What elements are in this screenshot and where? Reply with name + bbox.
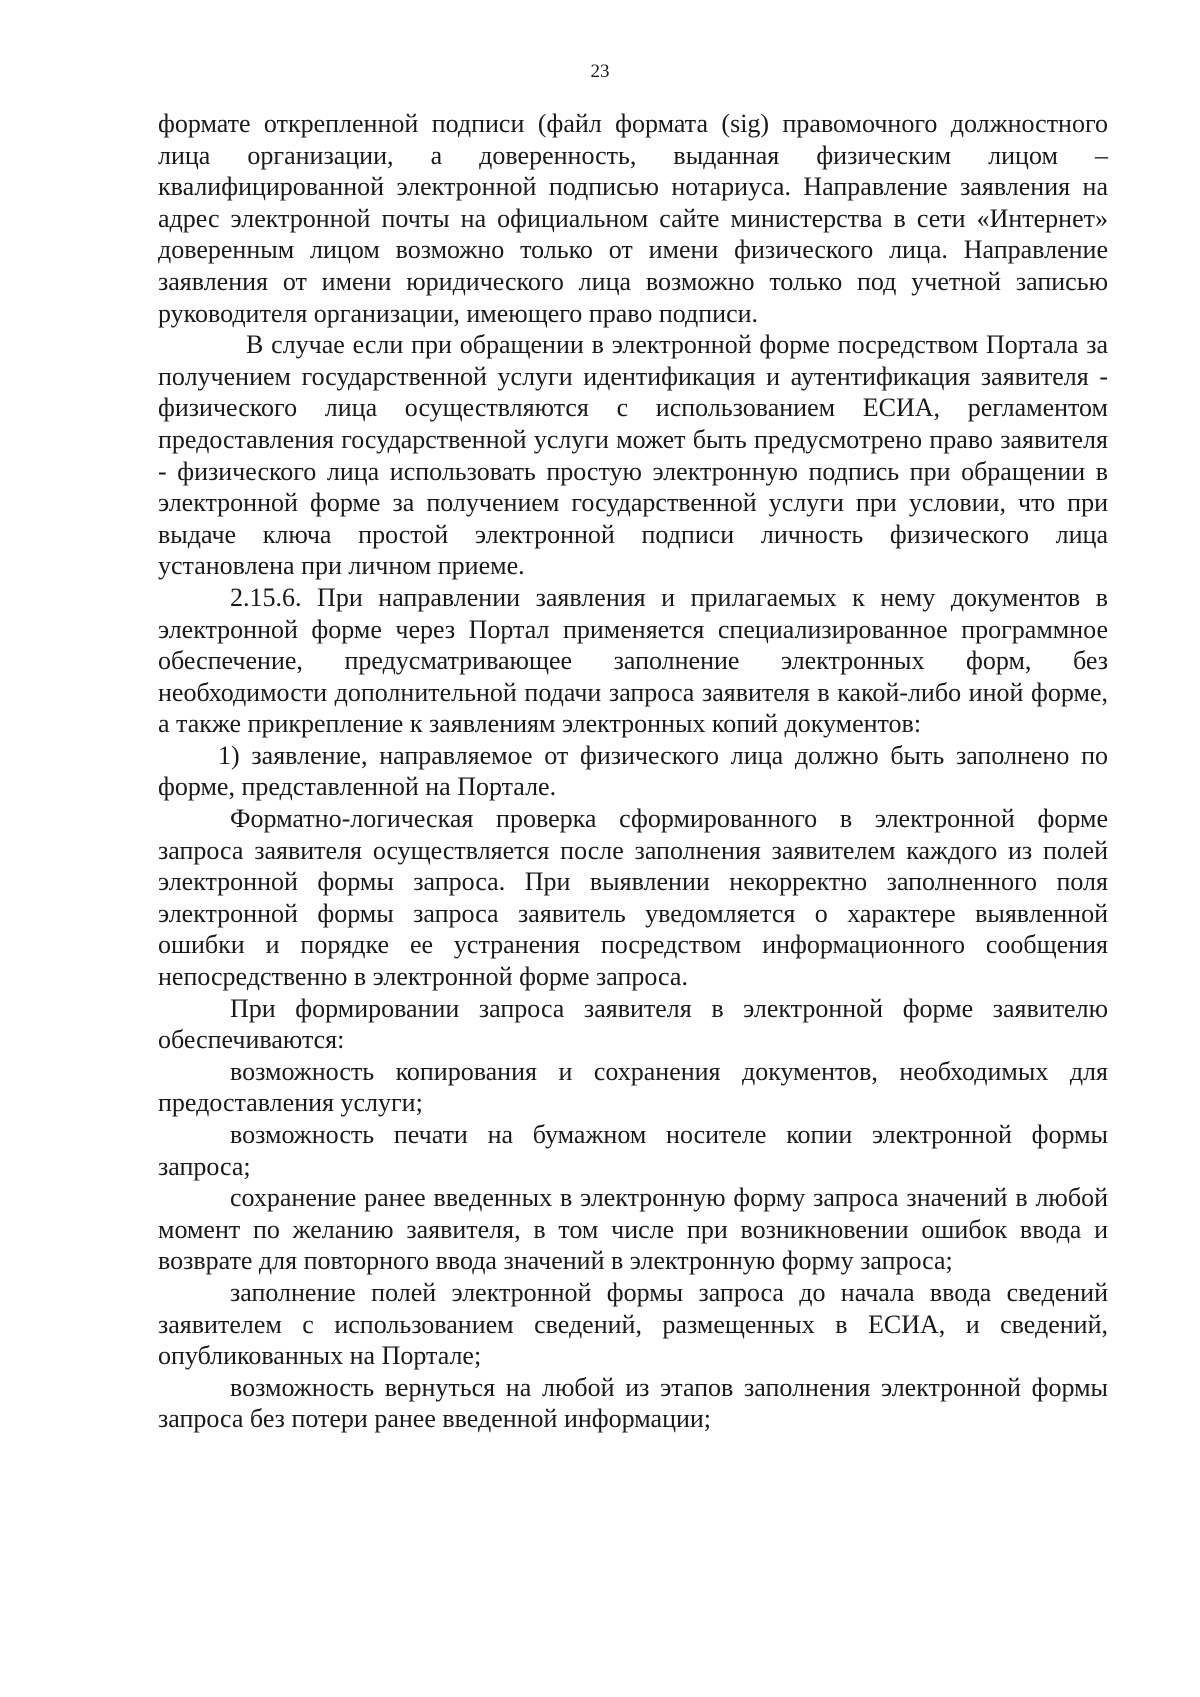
document-body <box>158 108 1108 1435</box>
paragraph-print: возможность печати на бумажном носителе копии электронной формы запроса; <box>158 1120 1108 1181</box>
paragraph-signature-continuation: формате открепленной подписи (файл формата (sig) правомочного должностного лица организации, а доверенность, выданная физическим лицом – квалифицированной электронной подписью нотариуса. Направление заявления на адрес электронной почты на официальном сайте министерства в сети «Интернет» доверенным лицом возможно только от имени физического лица. Направление заявления от имени юридического лица возможно только под учетной записью руководителя организации, имеющего право подписи. <box>158 109 1108 328</box>
paragraph-request-forming: При формировании запроса заявителя в электронной форме заявителю обеспечиваются: <box>158 993 1108 1055</box>
paragraph-copy-save: возможность копирования и сохранения документов, необходимых для предоставления услуги; <box>158 1056 1108 1118</box>
paragraph-return-stage: возможность вернуться на любой из этапов заполнения электронной формы запроса без потери ранее введенной информации; <box>158 1372 1108 1434</box>
paragraph-2-15-6: 2.15.6. При направлении заявления и прилагаемых к нему документов в электронной форме через Портал применяется специализированное программное обеспечение, предусматривающее заполнение электронных форм, без необходимости дополнительной подачи запроса заявителя в какой-либо иной форме, а также прикрепление к заявлениям электронных копий документов: <box>158 582 1108 739</box>
paragraph-prefill: заполнение полей электронной формы запроса до начала ввода сведений заявителем с использованием сведений, размещенных в ЕСИА, и сведений, опубликованных на Портале; <box>158 1277 1108 1371</box>
paragraph-save-values: сохранение ранее введенных в электронную форму запроса значений в любой момент по желанию заявителя, в том числе при возникновении ошибок ввода и возврате для повторного ввода значений в электронную форму запроса; <box>158 1183 1108 1276</box>
paragraph-format-logic-check: Форматно-логическая проверка сформированного в электронной форме запроса заявителя осуществляется после заполнения заявителем каждого из полей электронной формы запроса. При выявлении некорректно заполненного поля электронной формы запроса заявитель уведомляется о характере выявленной ошибки и порядке ее устранения посредством информационного сообщения непосредственно в электронной форме запроса. <box>158 804 1108 992</box>
paragraph-esia-simple-signature: В случае если при обращении в электронной форме посредством Портала за получением государственной услуги идентификация и аутентификация заявителя - физического лица осуществляются с использованием ЕСИА, регламентом предоставления государственной услуги может быть предусмотрено право заявителя - физического лица использовать простую электронную подпись при обращении в электронной форме за получением государственной услуги при условии, что при выдаче ключа простой электронной подписи личность физического лица установлена при личном приеме. <box>158 330 1108 581</box>
page-number: 23 <box>590 61 610 82</box>
paragraph-item-1: 1) заявление, направляемое от физического лица должно быть заполнено по форме, представленной на Портале. <box>158 740 1108 802</box>
